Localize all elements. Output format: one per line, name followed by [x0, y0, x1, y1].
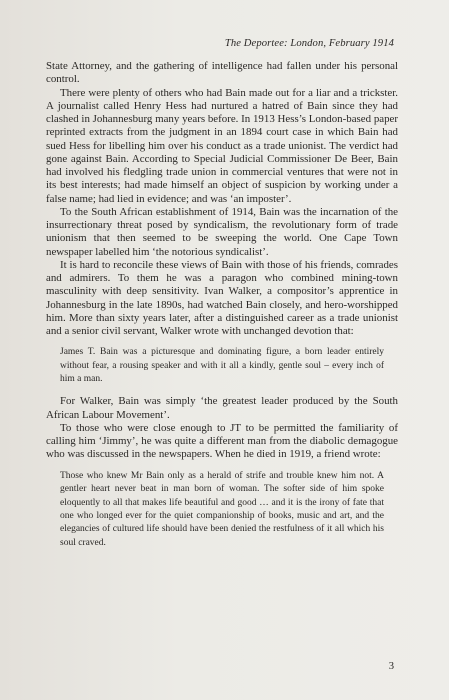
- paragraph-establishment: To the South African establishment of 1914, Bain was the incarnation of the insurrectionary threat posed by syndicalism, the revolutionary form of trade unionism that then seemed to be sweeping the world. One Cape Town newspaper labelled him ‘the notorious syndicalist’.: [46, 205, 398, 258]
- paragraph-jimmy: To those who were close enough to JT to be permitted the familiarity of calling him ‘Jimmy’, he was quite a different man from the diabolic demagogue who was discussed in the newspapers. When he died in 1919, a friend wrote:: [46, 421, 398, 461]
- paragraph-continuation: State Attorney, and the gathering of intelligence had fallen under his personal control.: [46, 60, 398, 86]
- paragraph-hess: There were plenty of others who had Bain made out for a liar and a trickster. A journalist called Henry Hess had nurtured a hatred of Bain since they had clashed in Johannesburg many years before. In 1913 Hess’s London-based paper reprinted extracts from the judgment in an 1894 court case in which Bain had sued Hess for libelling him over his conduct as a trade unionist. The verdict had gone against Bain. According to Special Judicial Commissioner De Beer, Bain had involved his fledgling trade union in commercial ventures that were not in its best interests; had made himself an object of suspicion by working under a false name; had lied in evidence; and was ‘an imposter’.: [46, 86, 398, 205]
- paragraph-greatest-leader: For Walker, Bain was simply ‘the greatest leader produced by the South African Labour Movement’.: [46, 395, 398, 421]
- running-header: The Deportee: London, February 1914: [224, 38, 394, 49]
- block-quote-friend: Those who knew Mr Bain only as a herald of strife and trouble knew him not. A gentler heart never beat in man born of woman. The softer side of him spoke eloquently to all that makes life beautiful and good … and it is the irony of fate that one who longed ever for the quiet companionship of books, music and art, and the elegancies of cultured life should have been denied the restfulness of it all which his soul craved.: [60, 470, 384, 548]
- block-quote-walker: James T. Bain was a picturesque and dominating figure, a born leader entirely without fear, a rousing speaker and with it all a kindly, gentle soul – every inch of him a man.: [60, 347, 384, 385]
- page-number: 3: [388, 661, 394, 672]
- paragraph-walker: It is hard to reconcile these views of Bain with those of his friends, comrades and admirers. To them he was a paragon who combined mining-town masculinity with deep sensitivity. Ivan Walker, a compositor’s apprentice in Johannesburg in the late 1890s, had watched Bain closely, and hero-worshipped him. More than sixty years later, after a distinguished career as a trade unionist and a senior civil servant, Walker wrote with unchanged devotion that:: [46, 258, 398, 337]
- page-body: [46, 60, 398, 559]
